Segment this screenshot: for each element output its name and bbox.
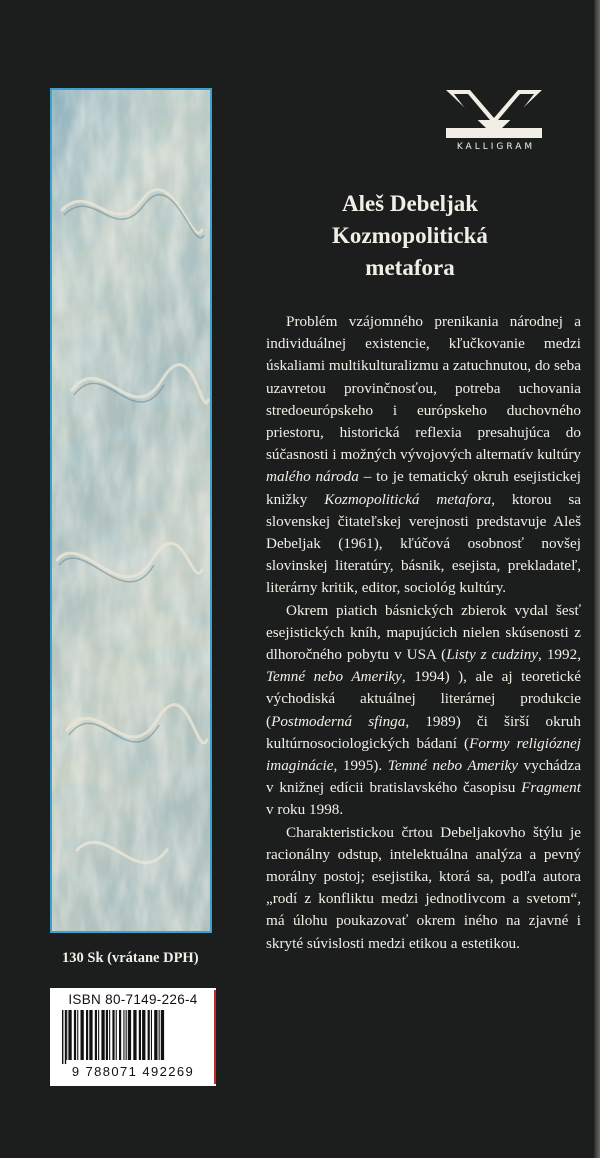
kalligram-logo-icon	[440, 84, 548, 164]
blurb-text	[266, 311, 581, 955]
publisher-name: KALLIGRAM	[456, 142, 536, 152]
book-title-line2: metafora	[365, 255, 455, 280]
isbn-number: ISBN 80-7149-226-4	[68, 992, 198, 1007]
barcode-box	[50, 988, 216, 1086]
blurb-paragraph-2: Okrem piatich básnických zbierok vydal šesť esejistických kníh, mapujúcich nielen skúsenosti z dlhoročného pobytu v USA (Listy z cudziny, 1992, Temné nebo Ameriky, 1994) ), ale aj teoretické východiská aktuálnej literárnej produkcie (Postmoderná sfinga, 1989) či širší okruh kultúrnosociologických bádaní (Formy religióznej imaginácie, 1995). Temné nebo Ameriky vychádza v knižnej edícii bratislavského časopisu Fragment v roku 1998.	[266, 601, 581, 819]
barcode-bars-icon	[60, 1010, 206, 1066]
author-name: Aleš Debeljak	[341, 191, 479, 216]
price-label: 130 Sk (vrátane DPH)	[62, 950, 199, 966]
barcode-stripe	[214, 990, 216, 1084]
blurb-paragraph-3: Charakteristickou črtou Debeljakovho štýlu je racionálny odstup, intelektuálna analýza a pevný morálny postoj; esejistika, ktorá sa, podľa autora „rodí z konfliktu medzi jednotlivcom a svetom“, má úlohu poukazovať okrem iného na zjavné i skryté súvislosti medzi etikou a estetikou.	[266, 823, 581, 952]
book-edge	[594, 0, 600, 1158]
book-title-line1: Kozmopolitická	[332, 223, 488, 248]
blurb-paragraph-1: Problém vzájomného prenikania národnej a individuálnej existencie, kľučkovanie medzi úskaliami multikulturalizmu a zatuchnutou, do seba uzavretou provinčnosťou, potreba uchovania stredoeurópskeho i európskeho duchovného priestoru, historická reflexia presahujúca do súčasnosti i možných vývojových alternatív kultúry malého národa – to je tematický okruh esejistickej knižky Kozmopolitická metafora, ktorou sa slovenskej čitateľskej verejnosti predstavuje Aleš Debeljak (1961), kľúčová osobnosť novšej slovinskej literatúry, básnik, esejista, prekladateľ, literárny kritik, editor, sociológ kultúry.	[266, 313, 581, 597]
title-block	[260, 188, 560, 284]
ean-digits: 9 788071 492269	[54, 1064, 212, 1080]
cover-artwork	[50, 88, 212, 933]
